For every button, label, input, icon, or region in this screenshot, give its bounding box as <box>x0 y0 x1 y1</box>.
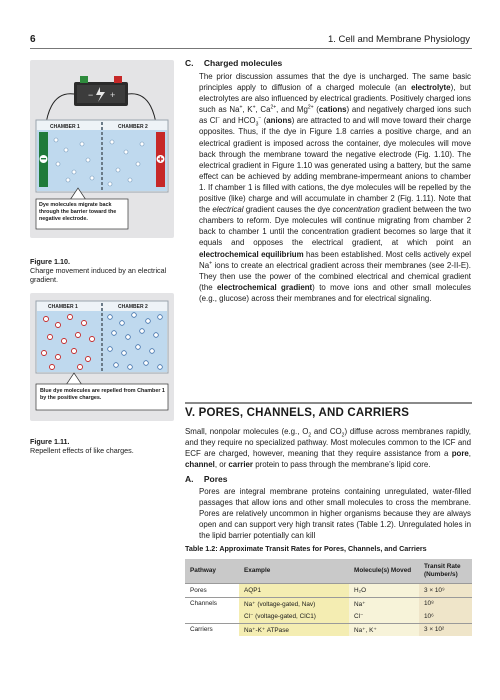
table-row <box>185 584 472 598</box>
table-cell: Pores <box>185 584 239 598</box>
table-cell: Cl⁻ (voltage-gated, ClC1) <box>239 610 349 623</box>
table-row <box>185 623 472 636</box>
figure-1-10-callout: Dye molecules migrate back through the barrier toward the negative electrode. <box>39 202 117 222</box>
section-c-title: Charged molecules <box>203 58 283 68</box>
svg-text:+: + <box>110 90 116 100</box>
table-row <box>185 610 472 623</box>
chamber-1-label: CHAMBER 1 <box>48 304 78 310</box>
section-c-body: The prior discussion assumes that the dye is uncharged. The same basic principles apply to diffusion of a charged molecule (an electrolyte), but electrolytes are also influenced by electrical gradients. Positively charged ions such as Na+, K+, $Ca^{2+}$, and $Mg^{2+}$ (cations) and negatively charged ions such as Cl− and $HCO_3^-$ (anions) are attracted to and will move toward their charge opposites. Thus, if the dye in Figure 1.8 carries a positive charge, and an electrical gradient is imposed across the container, dye molecules will move back through the membrane toward the negative electrode (Fig. 1.10). The electrical gradient in Figure 1.10 was generated using a battery, but the same effect can be achieved by adding membrane-impermeant anions to chamber 1. If chamber 1 is filled with cations, the dye molecules will be repelled by the positive (like) charge and will accumulate in chamber 2 (Fig. 1.11). Note that the electrical gradient causes the dye concentration gradient between the two chambers to reform. Dye molecules will continue migrating from chamber 2 back to chamber 1 until the concentration gradient becomes so large that it equals and opposes the electrical gradient, at which point an electrochemical equilibrium has been established. Most cells actively expel Na+ ions to create an electrical gradient across their membranes (see 2-II-E). They then use the power of the combined electrical and chemical gradient (the electrochemical gradient) to move ions and other small molecules (e.g., glucose) across their membranes and for electrical signaling. <box>199 72 472 303</box>
section-v-body: Small, nonpolar molecules (e.g., $O_2$ and $CO_2$) diffuse across membranes rapidly, and they require no specialized pathway. Most molecules common to the ICF and ECF are charged, however, meaning that they require assistance from a pore, channel, or carrier protein to pass through the membrane’s lipid core. <box>185 427 472 470</box>
table-cell: Na⁺ (voltage-gated, Nav) <box>239 597 349 610</box>
chapter-title: 1. Cell and Membrane Physiology <box>327 34 470 45</box>
figure-1-10 <box>30 60 174 238</box>
figure-1-11-caption-text: Repellent effects of like charges. <box>30 446 134 455</box>
table-row <box>185 597 472 610</box>
figure-1-11-caption <box>30 437 180 455</box>
table-cell: Na⁺ <box>349 597 419 610</box>
transit-rate-table <box>185 559 472 636</box>
table-cell: Na⁺, K⁺ <box>349 623 419 636</box>
figure-1-11-callout: Blue dye molecules are repelled from Chamber 1 by the positive charges. <box>40 388 165 401</box>
table-cell: 10⁶ <box>419 610 472 623</box>
table-header-rate: Transit Rate (Number/s) <box>419 559 472 584</box>
battery-icon <box>74 76 128 106</box>
table-cell: 3 × 10⁹ <box>419 584 472 598</box>
svg-text:−: − <box>88 90 94 100</box>
table-header-pathway: Pathway <box>185 559 239 584</box>
figure-1-10-caption-text: Charge movement induced by an electrical gradient. <box>30 266 167 284</box>
section-a-title: Pores <box>203 474 228 484</box>
section-c-letter: C. <box>185 58 194 68</box>
section-a-letter: A. <box>185 474 194 484</box>
figure-1-11 <box>30 293 174 421</box>
section-a-body: Pores are integral membrane proteins containing unregulated, water-filled passages that allow ions and other small molecules to cross the membrane. Pores are relatively uncommon in higher organisms because they are always open and can support very high transit rates (Table 1.2). Unregulated holes in the lipid barrier potentially can kill <box>199 487 471 541</box>
table-cell: Cl⁻ <box>349 610 419 623</box>
table-header-example: Example <box>239 559 349 584</box>
page-number: 6 <box>30 34 36 45</box>
table-cell <box>185 610 239 623</box>
chamber-2-label: CHAMBER 2 <box>118 304 148 310</box>
table-cell: Channels <box>185 597 239 610</box>
table-cell: 10⁸ <box>419 597 472 610</box>
table-cell: Na⁺-K⁺ ATPase <box>239 623 349 636</box>
header-rule <box>30 48 472 49</box>
section-v-title: V. PORES, CHANNELS, AND CARRIERS <box>185 407 410 419</box>
table-header-molecules: Molecule(s) Moved <box>349 559 419 584</box>
chamber-1-label: CHAMBER 1 <box>50 124 80 130</box>
chamber-2-label: CHAMBER 2 <box>118 124 148 130</box>
section-c-heading <box>185 58 282 68</box>
figure-1-10-caption-title: Figure 1.10. <box>30 257 70 266</box>
figure-1-10-caption <box>30 257 180 284</box>
section-a-heading <box>185 474 228 484</box>
table-title: Table 1.2: Approximate Transit Rates for Pores, Channels, and Carriers <box>185 544 427 553</box>
table-cell: AQP1 <box>239 584 349 598</box>
table-cell: Carriers <box>185 623 239 636</box>
table-cell: 3 × 10² <box>419 623 472 636</box>
figure-1-11-caption-title: Figure 1.11. <box>30 437 70 446</box>
table-cell: H₂O <box>349 584 419 598</box>
section-v-rule <box>185 402 472 404</box>
